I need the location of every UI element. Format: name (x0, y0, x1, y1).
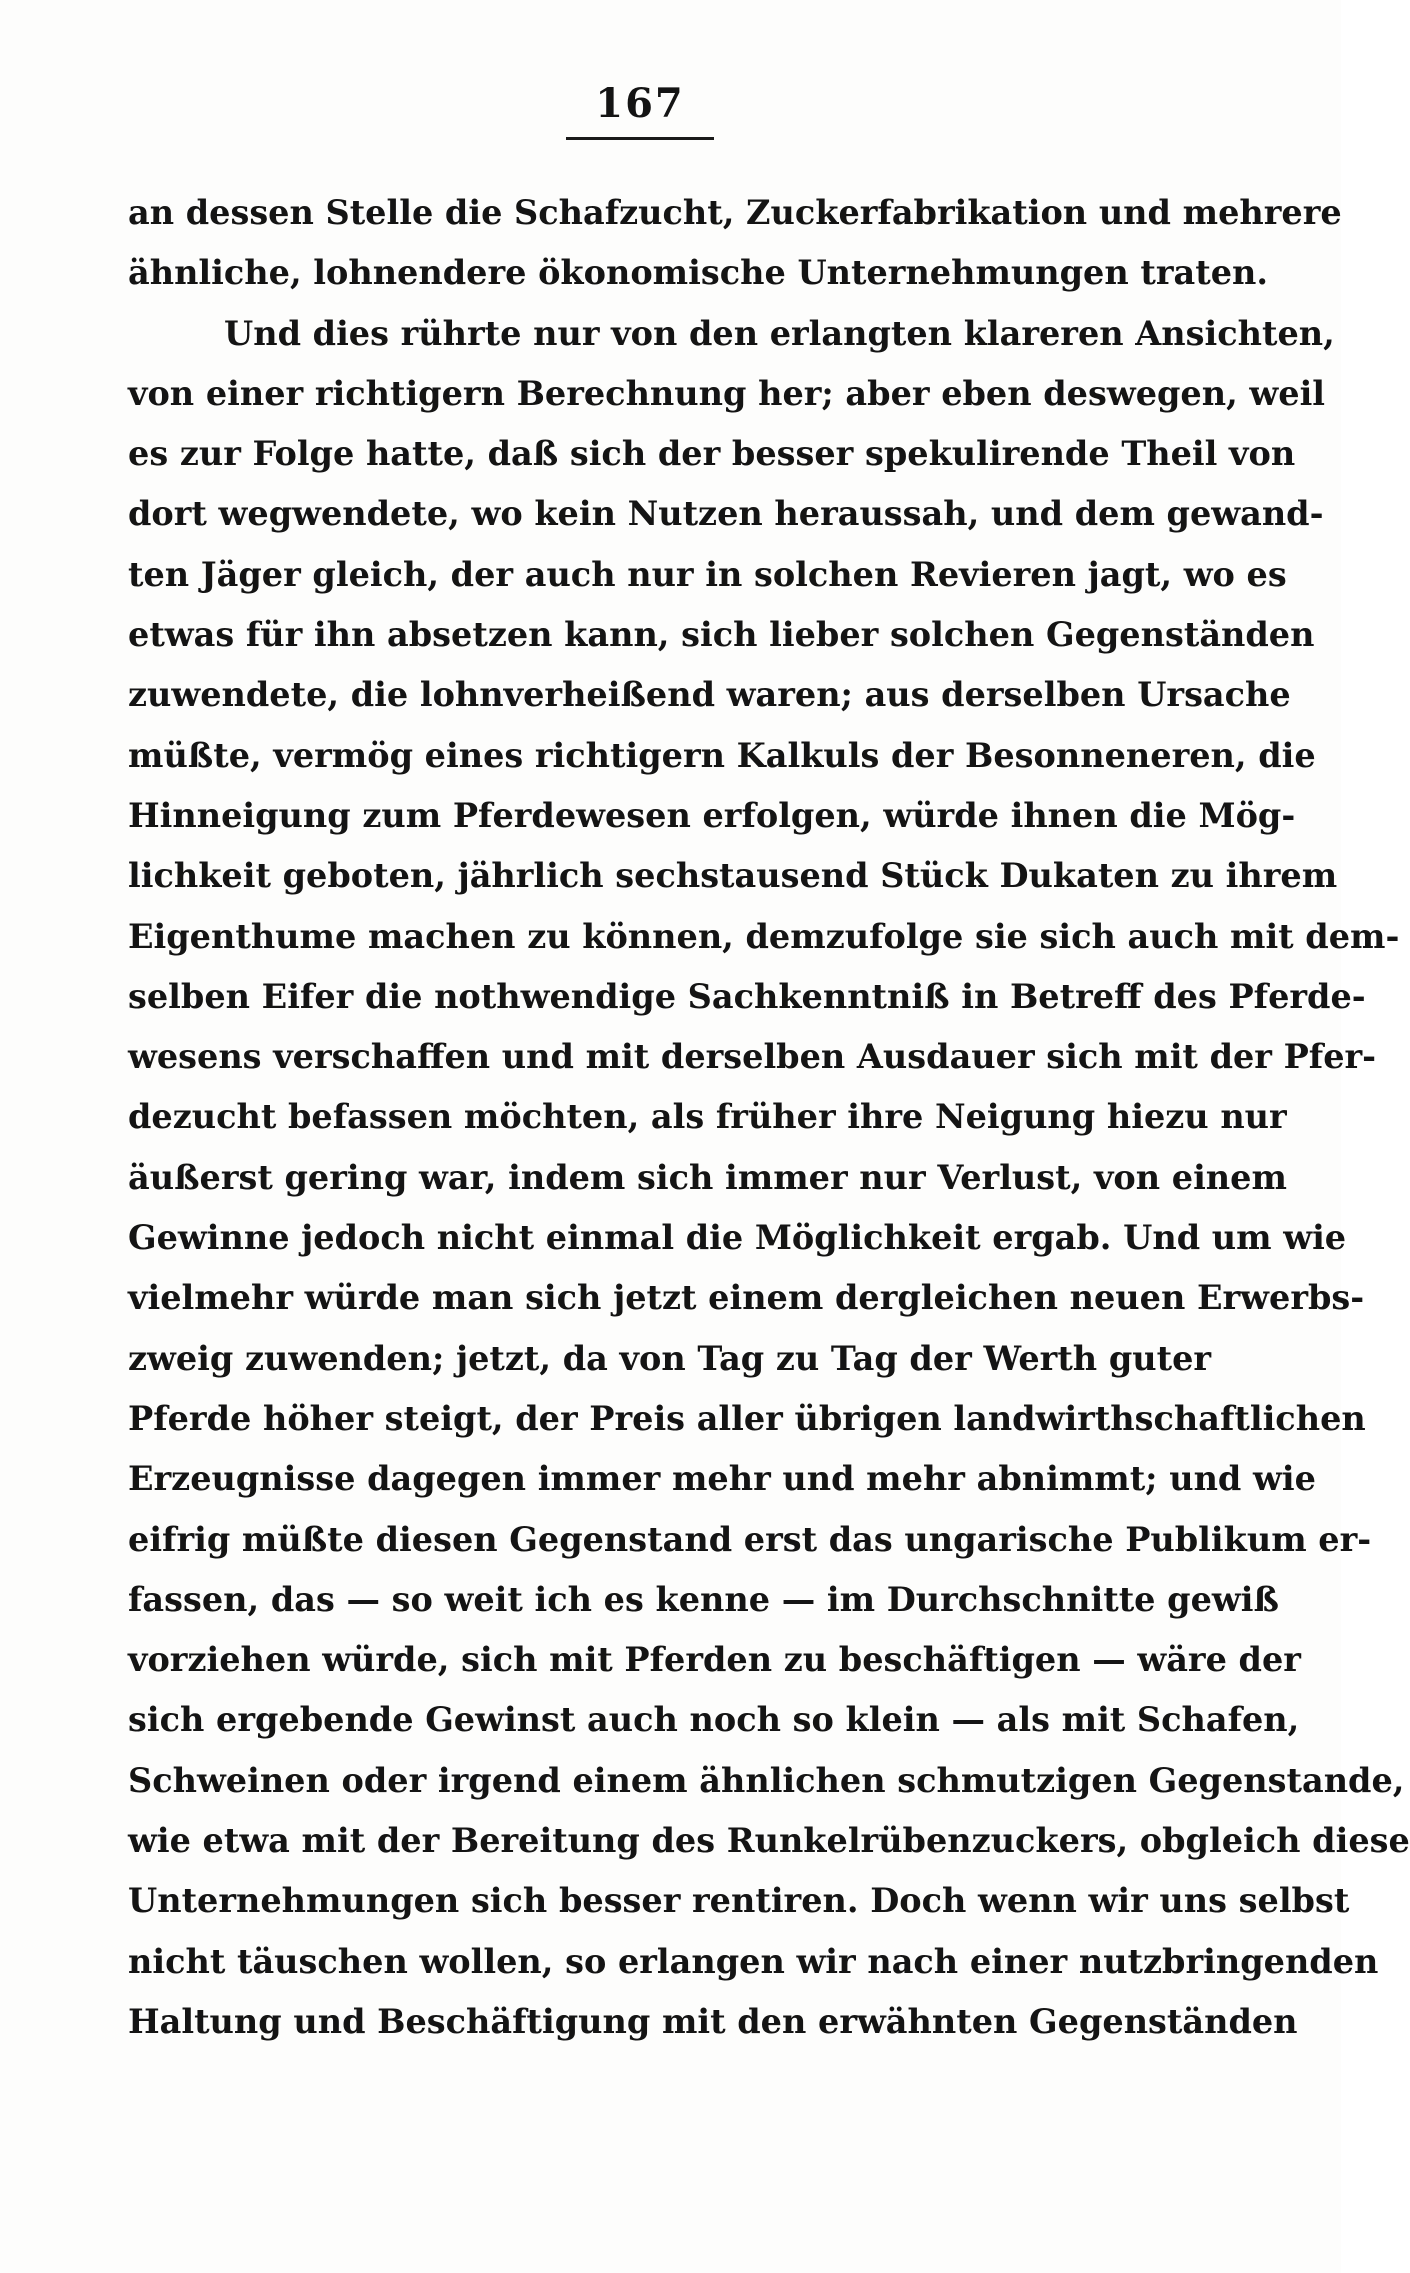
header-rule (566, 137, 714, 140)
text-line: dezucht befassen möchten, als früher ihre Neigung hiezu nur (128, 1097, 1287, 1137)
text-line: Gewinne jedoch nicht einmal die Möglichkeit ergab. Und um wie (128, 1218, 1347, 1258)
text-line: es zur Folge hatte, daß sich der besser spekulirende Theil von (128, 434, 1296, 474)
text-line: an dessen Stelle die Schafzucht, Zuckerfabrikation und mehrere (128, 193, 1342, 232)
text-line: Unternehmungen sich besser rentiren. Doch wenn wir uns selbst (128, 1881, 1350, 1921)
text-line: sich ergebende Gewinst auch noch so klein — als mit Schafen, (128, 1700, 1300, 1740)
text-line: ten Jäger gleich, der auch nur in solchen Revieren jagt, wo es (128, 554, 1287, 594)
paragraph-start-line: Und dies rührte nur von den erlangten klareren Ansichten, (224, 313, 1335, 353)
text-line: lichkeit geboten, jährlich sechstausend Stück Dukaten zu ihrem (128, 856, 1338, 896)
text-line: Pferde höher steigt, der Preis aller übrigen landwirthschaftlichen (128, 1398, 1366, 1438)
text-line: nicht täuschen wollen, so erlangen wir nach einer nutzbringenden (128, 1941, 1379, 1981)
text-line: wesens verschaffen und mit derselben Ausdauer sich mit der Pfer- (128, 1037, 1377, 1077)
text-line: Schweinen oder irgend einem ähnlichen schmutzigen Gegenstande, (128, 1760, 1405, 1800)
text-line: Eigenthume machen zu können, demzufolge sie sich auch mit dem- (128, 916, 1400, 956)
text-line: Hinneigung zum Pferdewesen erfolgen, würde ihnen die Mög- (128, 795, 1296, 835)
text-line: Erzeugnisse dagegen immer mehr und mehr abnimmt; und wie (128, 1459, 1316, 1499)
text-line: ähnliche, lohnendere ökonomische Unternehmungen traten. (128, 253, 1269, 293)
text-line: etwas für ihn absetzen kann, sich lieber solchen Gegenständen (128, 615, 1315, 655)
text-line: vorziehen würde, sich mit Pferden zu beschäftigen — wäre der (128, 1640, 1301, 1680)
text-line: fassen, das — so weit ich es kenne — im Durchschnitte gewiß (128, 1579, 1279, 1619)
text-line: zweig zuwenden; jetzt, da von Tag zu Tag der Werth guter (128, 1338, 1212, 1378)
page-number: 167 (595, 80, 685, 127)
text-line: vielmehr würde man sich jetzt einem dergleichen neuen Erwerbs- (128, 1278, 1365, 1318)
text-line: äußerst gering war, indem sich immer nur Verlust, von einem (128, 1157, 1287, 1197)
text-line: zuwendete, die lohnverheißend waren; aus derselben Ursache (128, 675, 1291, 715)
text-line: von einer richtigern Berechnung her; aber eben deswegen, weil (128, 373, 1326, 413)
text-line: müßte, vermög eines richtigern Kalkuls der Besonneneren, die (128, 735, 1316, 775)
text-line: dort wegwendete, wo kein Nutzen heraussah, und dem gewand- (128, 494, 1324, 534)
text-line: Haltung und Beschäftigung mit den erwähnten Gegenständen (128, 2001, 1298, 2041)
text-line: eifrig müßte diesen Gegenstand erst das ungarische Publikum er- (128, 1519, 1372, 1559)
text-line: wie etwa mit der Bereitung des Runkelrübenzuckers, obgleich diese (128, 1821, 1410, 1861)
body-text (128, 183, 1410, 2052)
text-line: selben Eifer die nothwendige Sachkenntniß in Betreff des Pferde- (128, 976, 1366, 1016)
